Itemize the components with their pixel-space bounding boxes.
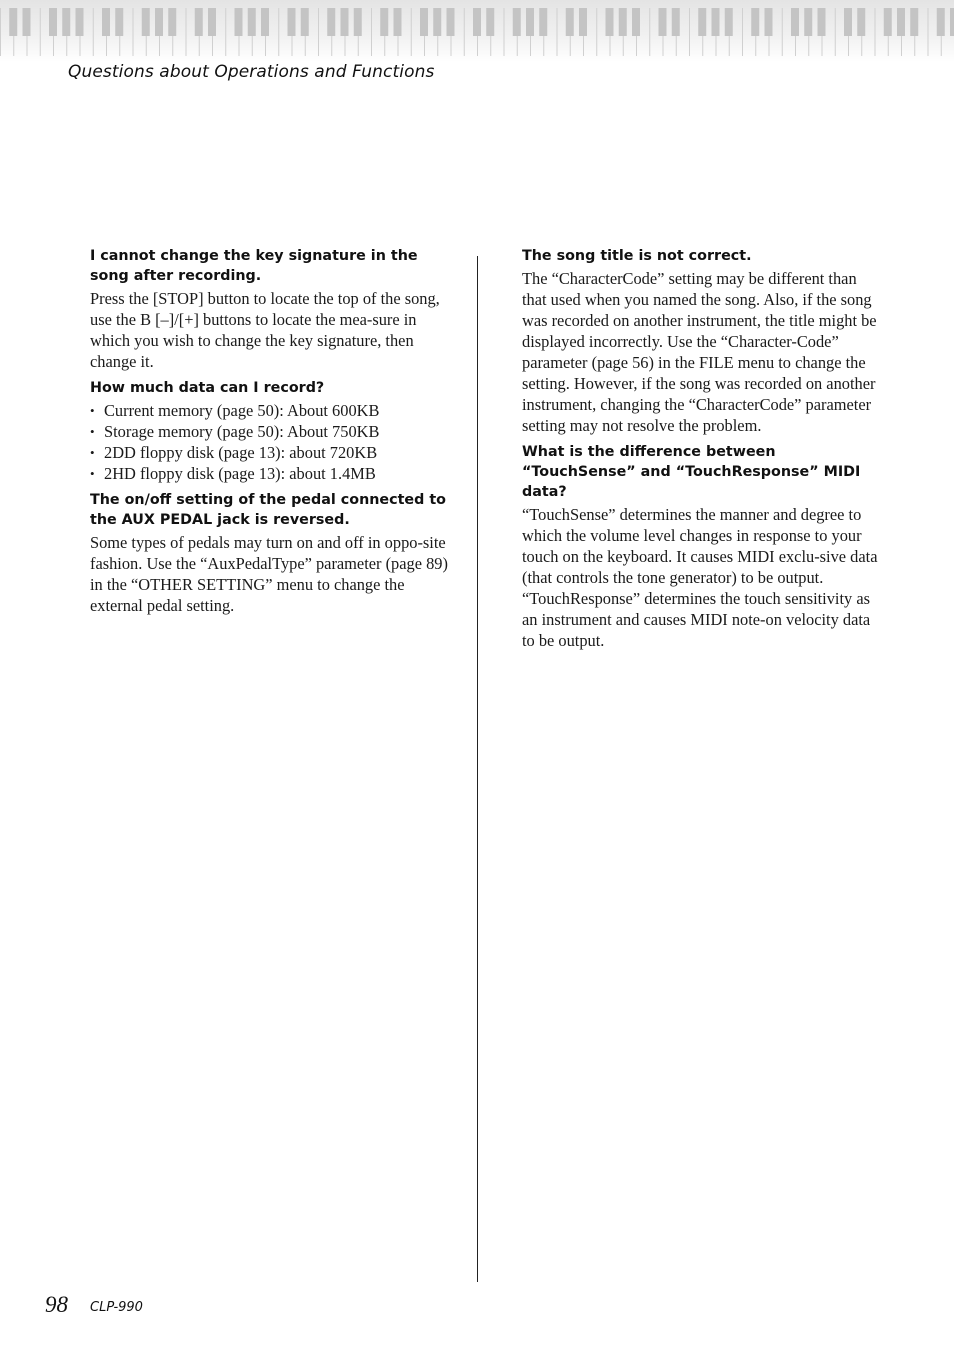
faq-item-song-title xyxy=(522,246,884,436)
section-title: Questions about Operations and Functions xyxy=(68,62,435,82)
list-item: • Current memory (page 50): About 600KB xyxy=(90,400,452,421)
faq-question: How much data can I record? xyxy=(90,380,325,396)
faq-answer: Some types of pedals may turn on and off in oppo-site fashion. Use the “AuxPedalType” parameter (page 89) in the “OTHER SETTING” menu to change the external pedal setting. xyxy=(90,533,448,615)
faq-item-pedal-reversed xyxy=(90,490,452,616)
model-name: CLP-990 xyxy=(90,1300,143,1315)
faq-item-key-signature xyxy=(90,246,452,372)
faq-answer: The “CharacterCode” setting may be different than that used when you named the song. Also, if the song was recorded on another instrument, the title might be displayed incorrectly. Use the “Character-Code” parameter (page 56) in the FILE menu to change the setting. However, if the song was recorded on another instrument, changing the “CharacterCode” parameter setting may not resolve the problem. xyxy=(522,269,877,435)
faq-answer: Press the [STOP] button to locate the top of the song, use the B [–]/[+] buttons to locate the mea-sure in which you wish to change the key signature, then change it. xyxy=(90,289,440,371)
header-keyboard-band xyxy=(0,0,954,62)
list-item: • 2HD floppy disk (page 13): about 1.4MB xyxy=(90,463,452,484)
faq-answer-touchsense: “TouchSense” determines the manner and degree to which the volume level changes in response to your touch on the keyboard. It causes MIDI exclu-sive data (that controls the tone generator) to be output. xyxy=(522,505,878,587)
capacity-list xyxy=(90,400,452,484)
left-column xyxy=(90,246,452,622)
faq-item-data-capacity xyxy=(90,378,452,484)
faq-question: The on/off setting of the pedal connected to the AUX PEDAL jack is reversed. xyxy=(90,492,446,528)
faq-answer-touchresponse: “TouchResponse” determines the touch sensitivity as an instrument and causes MIDI note-on velocity data to be output. xyxy=(522,589,871,650)
list-item: • Storage memory (page 50): About 750KB xyxy=(90,421,452,442)
right-column xyxy=(522,246,884,657)
piano-keys-decoration xyxy=(0,0,954,62)
faq-question: The song title is not correct. xyxy=(522,248,752,264)
column-divider xyxy=(477,256,478,1282)
page-number: 98 xyxy=(45,1292,68,1317)
list-item: • 2DD floppy disk (page 13): about 720KB xyxy=(90,442,452,463)
faq-item-touchsense xyxy=(522,442,884,651)
faq-question: What is the difference between “TouchSense” and “TouchResponse” MIDI data? xyxy=(522,444,861,500)
faq-question: I cannot change the key signature in the song after recording. xyxy=(90,248,418,284)
